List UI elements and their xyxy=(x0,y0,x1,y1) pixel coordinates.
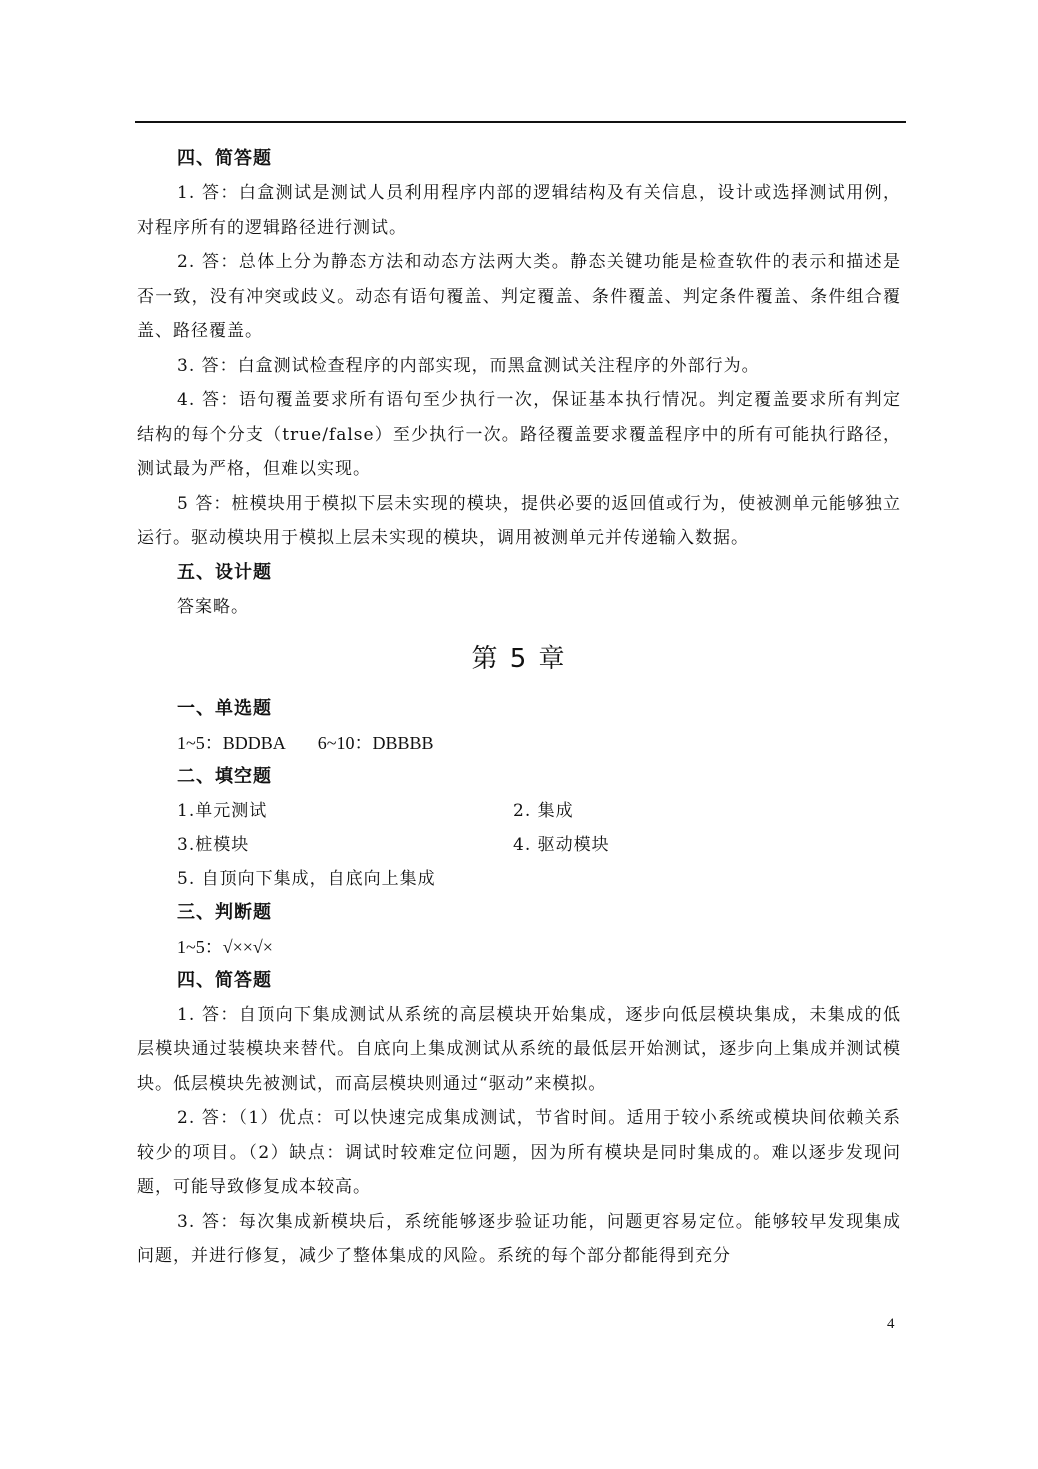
answer-paragraph: 2. 答：（1）优点：可以快速完成集成测试，节省时间。适用于较小系统或模块间依赖关系较少的项目。（2）缺点：调试时较难定位问题，因为所有模块是同时集成的。难以逐步发现问题，可能导致修复成本较高。 xyxy=(137,1108,901,1197)
fill-blank-item: 1.单元测试 xyxy=(177,800,268,821)
page-number: 4 xyxy=(887,1316,895,1332)
chapter-title: 第 5 章 xyxy=(471,643,567,674)
answer-paragraph: 3. 答：白盒测试检查程序的内部实现，而黑盒测试关注程序的外部行为。 xyxy=(177,355,760,376)
fill-blank-item: 2. 集成 xyxy=(513,800,574,821)
fill-blank-item: 5. 自顶向下集成，自底向上集成 xyxy=(177,868,436,889)
fill-blank-item: 3.桩模块 xyxy=(177,834,250,855)
answer-paragraph: 1. 答：自顶向下集成测试从系统的高层模块开始集成，逐步向低层模块集成，未集成的低层模块通过装模块来替代。自底向上集成测试从系统的最低层开始测试，逐步向上集成并测试模块。低层模块先被测试，而高层模块则通过“驱动”来模拟。 xyxy=(137,1004,901,1094)
design-answer: 答案略。 xyxy=(177,596,249,617)
section-heading-short-answer: 四、简答题 xyxy=(177,148,272,169)
section-heading-single-choice: 一、单选题 xyxy=(177,697,272,719)
fill-blank-row xyxy=(137,828,901,862)
fill-blank-item: 4. 驱动模块 xyxy=(513,834,610,855)
answer-paragraph: 1. 答：白盒测试是测试人员利用程序内部的逻辑结构及有关信息，设计或选择测试用例，对程序所有的逻辑路径进行测试。 xyxy=(137,183,901,238)
header-rule xyxy=(135,121,906,123)
answer-paragraph: 5 答：桩模块用于模拟下层未实现的模块，提供必要的返回值或行为，使被测单元能够独立运行。驱动模块用于模拟上层未实现的模块，调用被测单元并传递输入数据。 xyxy=(137,493,901,548)
single-choice-answers xyxy=(137,726,901,760)
single-choice-part2: 6~10：DBBBB xyxy=(317,732,434,753)
section-heading-true-false: 三、判断题 xyxy=(177,901,272,923)
true-false-answers: 1~5：√××√× xyxy=(177,936,273,957)
answer-paragraph: 2. 答：总体上分为静态方法和动态方法两大类。静态关键功能是检查软件的表示和描述是否一致，没有冲突或歧义。动态有语句覆盖、判定覆盖、条件覆盖、判定条件覆盖、条件组合覆盖、路径覆盖。 xyxy=(137,252,901,341)
page-content xyxy=(137,142,901,1274)
section-heading-design: 五、设计题 xyxy=(177,561,272,583)
answer-paragraph: 4. 答：语句覆盖要求所有语句至少执行一次，保证基本执行情况。判定覆盖要求所有判定结构的每个分支（true/false）至少执行一次。路径覆盖要求覆盖程序中的所有可能执行路径，测试最为严格，但难以实现。 xyxy=(137,390,901,479)
fill-blank-row xyxy=(137,794,901,828)
section-heading-fill-blank: 二、填空题 xyxy=(177,765,272,787)
answer-paragraph: 3. 答：每次集成新模块后，系统能够逐步验证功能，问题更容易定位。能够较早发现集成问题，并进行修复，减少了整体集成的风险。系统的每个部分都能得到充分 xyxy=(137,1211,901,1266)
single-choice-part1: 1~5：BDDBA xyxy=(177,732,286,753)
section-heading-short-answer: 四、简答题 xyxy=(177,969,272,991)
